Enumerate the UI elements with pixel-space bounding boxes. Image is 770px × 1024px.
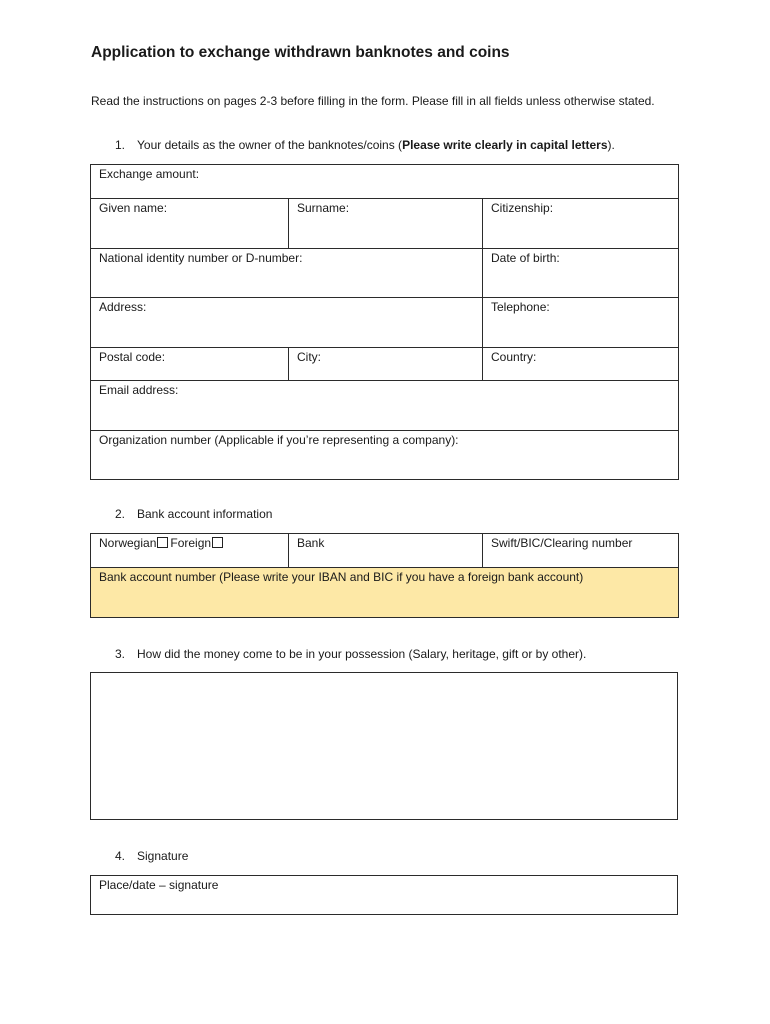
section-2-number: 2. xyxy=(115,507,126,521)
city-field[interactable] xyxy=(289,348,483,381)
foreign-checkbox[interactable] xyxy=(212,537,223,548)
address-label: Address: xyxy=(99,300,147,314)
account-number-field[interactable] xyxy=(91,568,679,618)
section-4-heading xyxy=(115,849,188,863)
national-id-field[interactable] xyxy=(91,249,483,298)
given-name-field[interactable] xyxy=(91,199,289,249)
country-field[interactable] xyxy=(483,348,679,381)
section-1-text-after: ). xyxy=(607,138,615,152)
given-name-label: Given name: xyxy=(99,201,168,215)
address-field[interactable] xyxy=(91,298,483,348)
section-4-text: Signature xyxy=(137,849,189,863)
section-1-heading xyxy=(115,138,615,152)
bank-account-table xyxy=(90,533,679,618)
section-3-text: How did the money come to be in your possession (Salary, heritage, gift or by other). xyxy=(137,647,587,661)
page-title: Application to exchange withdrawn banknotes and coins xyxy=(91,44,510,61)
bank-field[interactable] xyxy=(289,534,483,568)
org-number-field[interactable] xyxy=(91,431,679,480)
email-field[interactable] xyxy=(91,381,679,431)
signature-label: Place/date – signature xyxy=(99,878,219,892)
owner-details-table xyxy=(90,164,679,480)
surname-field[interactable] xyxy=(289,199,483,249)
section-3-number: 3. xyxy=(115,647,126,661)
section-1-text-before: Your details as the owner of the banknotes/coins ( xyxy=(137,138,403,152)
citizenship-label: Citizenship: xyxy=(491,201,554,215)
exchange-amount-field[interactable] xyxy=(91,165,679,199)
postal-code-label: Postal code: xyxy=(99,350,166,364)
date-of-birth-field[interactable] xyxy=(483,249,679,298)
email-label: Email address: xyxy=(99,383,179,397)
telephone-field[interactable] xyxy=(483,298,679,348)
section-4-number: 4. xyxy=(115,849,126,863)
telephone-label: Telephone: xyxy=(491,300,550,314)
section-2-heading xyxy=(115,507,272,521)
account-number-label: Bank account number (Please write your IBAN and BIC if you have a foreign bank account) xyxy=(99,570,584,584)
country-label: Country: xyxy=(491,350,537,364)
exchange-amount-label: Exchange amount: xyxy=(99,167,200,181)
date-of-birth-label: Date of birth: xyxy=(491,251,560,265)
intro-text: Read the instructions on pages 2-3 before filling in the form. Please fill in all fields unless otherwise stated. xyxy=(91,94,655,108)
section-1-number: 1. xyxy=(115,138,126,152)
bank-label: Bank xyxy=(297,536,325,550)
surname-label: Surname: xyxy=(297,201,350,215)
section-3-heading xyxy=(115,647,586,661)
citizenship-field[interactable] xyxy=(483,199,679,249)
org-number-label: Organization number (Applicable if you’re representing a company): xyxy=(99,433,459,447)
national-id-label: National identity number or D-number: xyxy=(99,251,303,265)
city-label: City: xyxy=(297,350,321,364)
account-type-field xyxy=(91,534,289,568)
section-2-text: Bank account information xyxy=(137,507,273,521)
norwegian-label: Norwegian xyxy=(99,536,157,550)
postal-code-field[interactable] xyxy=(91,348,289,381)
money-origin-field[interactable] xyxy=(90,672,678,820)
swift-label: Swift/BIC/Clearing number xyxy=(491,536,633,550)
norwegian-checkbox[interactable] xyxy=(157,537,168,548)
signature-field[interactable] xyxy=(90,875,678,915)
section-1-text-bold: Please write clearly in capital letters xyxy=(402,138,608,152)
swift-field[interactable] xyxy=(483,534,679,568)
foreign-label: Foreign xyxy=(170,536,212,550)
